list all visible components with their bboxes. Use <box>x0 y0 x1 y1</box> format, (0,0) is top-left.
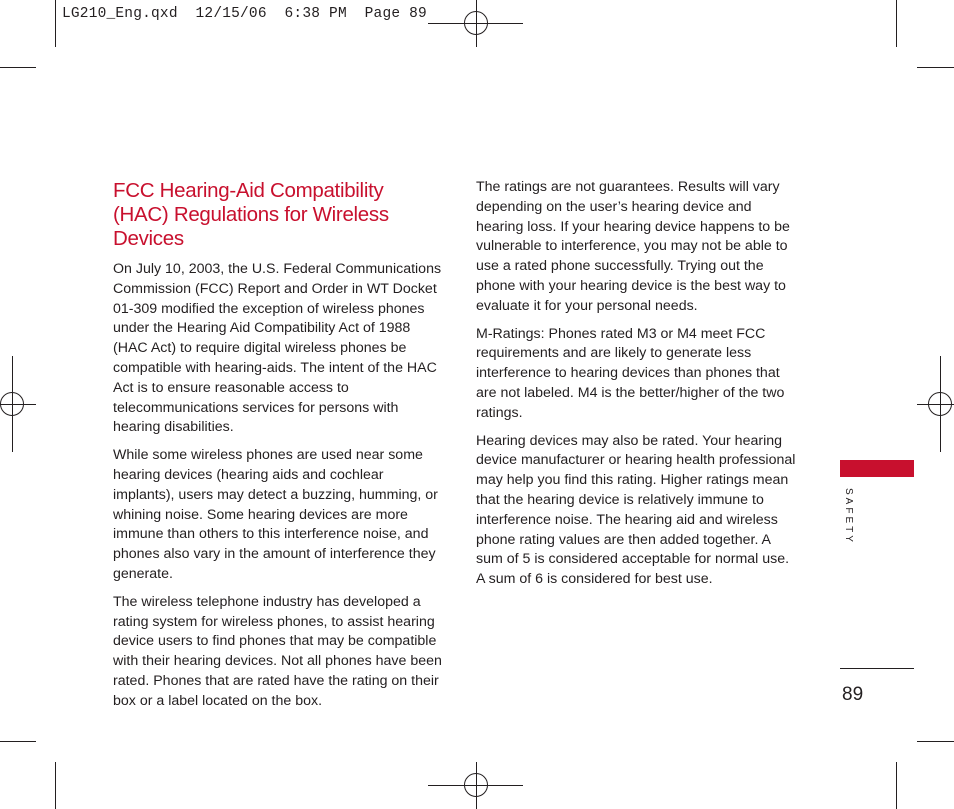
crop-mark <box>0 741 36 742</box>
crop-mark <box>896 0 897 47</box>
registration-circle <box>0 392 24 416</box>
paragraph: While some wireless phones are used near some hearing devices (hearing aids and cochlear implants), users may detect a buzzing, humming, or whining noise. Some hearing devices are more immune than others to this interference noise, and phones also vary in the amount of interference they generate. <box>113 447 438 582</box>
paragraph: On July 10, 2003, the U.S. Federal Communications Commission (FCC) Report and Order in WT Docket 01-309 modified the exception of wireless phones under the Hearing Aid Compatibility Act of 1988 (HAC Act) to require digital wireless phones be compatible with hearing-aids. The intent of the HAC Act is to ensure reasonable access to telecommunications services for persons with hearing disabilities. <box>113 261 442 436</box>
crop-mark <box>917 67 954 68</box>
paragraph: The wireless telephone industry has developed a rating system for wireless phones, to assist hearing device users to find phones that may be compatible with their hearing devices. Not all phones have been rated. Phones that are rated have the rating on their box or a label located on the box. <box>113 593 442 709</box>
page-number-rule <box>840 668 914 669</box>
registration-circle <box>464 11 488 35</box>
paragraph: Hearing devices may also be rated. Your hearing device manufacturer or hearing health professional may help you find this rating. Higher ratings mean that the hearing device is relatively immune to interference noise. The hearing aid and wireless phone rating values are then added together. A sum of 5 is considered acceptable for normal use. A sum of 6 is considered for best use. <box>476 432 796 588</box>
print-slug: LG210_Eng.qxd 12/15/06 6:38 PM Page 89 <box>62 6 427 22</box>
section-tab-label: SAFETY <box>843 488 854 545</box>
paragraph: The ratings are not guarantees. Results will vary depending on the user’s hearing device and hearing loss. If your hearing device happens to be vulnerable to interference, you may not be able to use a rated phone successfully. Trying out the phone with your hearing device is the best way to evaluate it for your personal needs. <box>476 179 790 314</box>
crop-mark <box>0 67 36 68</box>
registration-circle <box>928 392 952 416</box>
section-heading: FCC Hearing-Aid Compatibility (HAC) Regulations for Wireless Devices <box>113 179 389 250</box>
crop-mark <box>917 741 954 742</box>
crop-mark <box>55 762 56 809</box>
crop-mark <box>896 762 897 809</box>
right-column <box>476 178 800 598</box>
section-tab-bar <box>840 460 914 477</box>
left-column <box>113 179 443 720</box>
page-number: 89 <box>842 684 864 705</box>
paragraph: M-Ratings: Phones rated M3 or M4 meet FCC requirements and are likely to generate less interference to hearing devices than phones that are not labeled. M4 is the better/higher of the two ratings. <box>476 325 785 421</box>
crop-mark <box>55 0 56 47</box>
registration-circle <box>464 773 488 797</box>
